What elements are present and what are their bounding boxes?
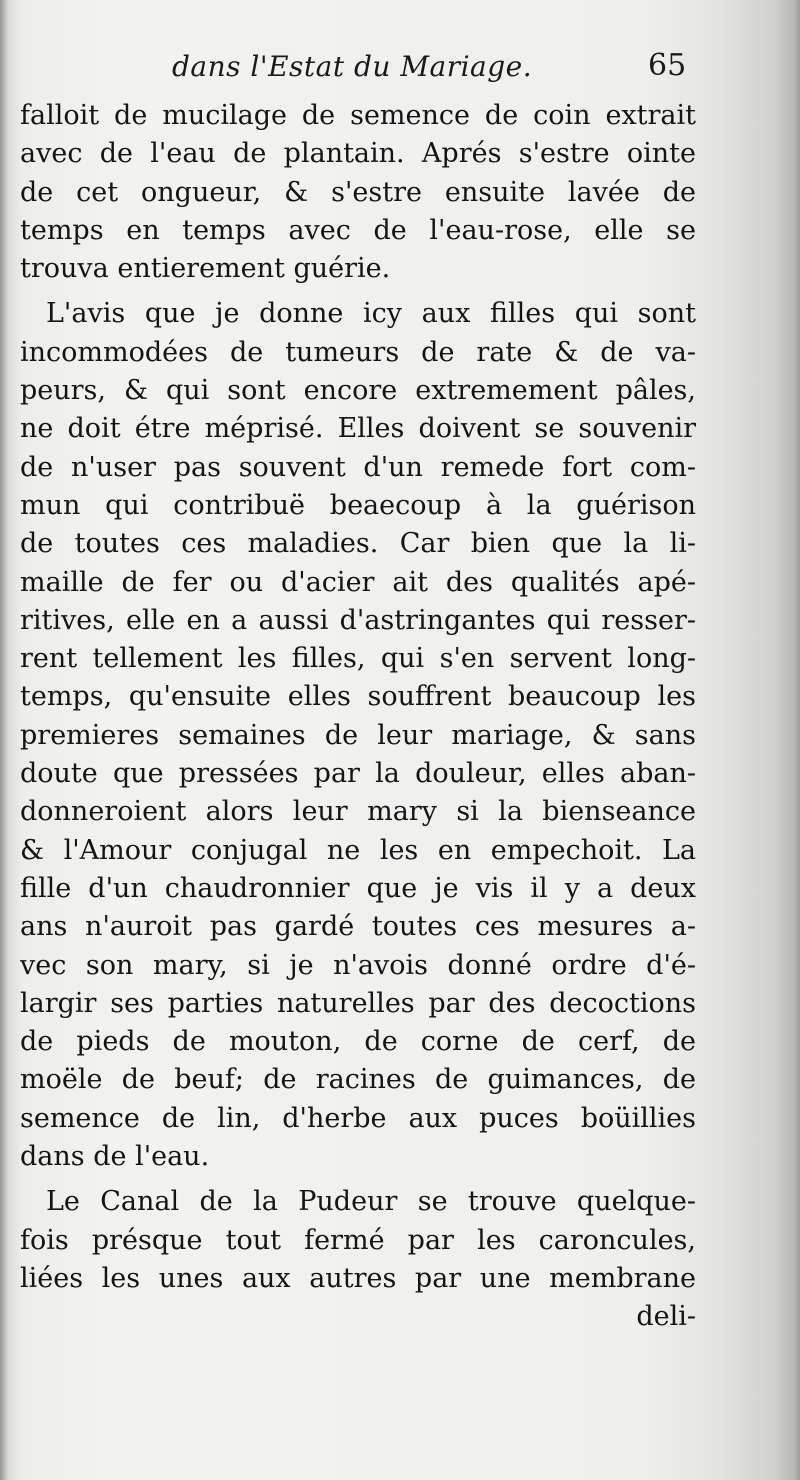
text-line: falloit de mucilage de semence de coin extrait — [20, 100, 696, 131]
text-line: incommodées de tumeurs de rate & de va- — [20, 336, 696, 368]
text-line: de cet ongueur, & s'estre ensuite lavée de — [20, 176, 696, 208]
text-line: moële de beuf; de racines de guimances, de — [20, 1064, 696, 1096]
text-line: avec de l'eau de plantain. Aprés s'estre ointe — [20, 138, 696, 170]
text-line: semence de lin, d'herbe aux puces boüillies — [20, 1102, 696, 1134]
text-line: trouva entierement guérie. — [20, 253, 391, 285]
text-line: peurs, & qui sont encore extremement pâles, — [20, 375, 696, 407]
text-line: fille d'un chaudronnier que je vis il y a deux — [20, 872, 696, 904]
text-line: doute que pressées par la douleur, elles aban- — [20, 758, 696, 790]
text-line: ne doit étre méprisé. Elles doivent se souvenir — [20, 413, 696, 445]
text-line: largir ses parties naturelles par des decoctions — [20, 987, 696, 1019]
body-text — [20, 97, 696, 1337]
page-number: 65 — [648, 48, 687, 83]
text-line: ans n'auroit pas gardé toutes ces mesures a- — [20, 911, 696, 943]
text-line: Le Canal de la Pudeur se trouve quelque- — [46, 1186, 696, 1218]
text-line: fois présque tout fermé par les caroncules, — [20, 1224, 696, 1256]
text-line: de n'user pas souvent d'un remede fort com- — [20, 451, 696, 483]
text-line: mun qui contribuë beaecoup à la guérison — [20, 489, 696, 521]
page-header — [22, 50, 702, 90]
text-line: maille de fer ou d'acier ait des qualités apé- — [20, 566, 696, 598]
text-line: rent tellement les filles, qui s'en servent long- — [20, 643, 696, 675]
page-gutter-shadow — [0, 0, 8, 1480]
text-line: temps en temps avec de l'eau-rose, elle se — [20, 214, 696, 246]
text-line: donneroient alors leur mary si la bienseance — [20, 796, 696, 828]
text-line: liées les unes aux autres par une membrane — [20, 1262, 696, 1294]
text-line: de toutes ces maladies. Car bien que la li- — [20, 528, 696, 560]
page-edge-shadow — [774, 0, 800, 1480]
text-line: vec son mary, si je n'avois donné ordre d'é- — [20, 949, 696, 981]
text-line: de pieds de mouton, de corne de cerf, de — [20, 1026, 696, 1058]
running-title: dans l'Estat du Mariage. — [172, 50, 533, 83]
text-line: premieres semaines de leur mariage, & sans — [20, 719, 696, 751]
text-line: dans de l'eau. — [20, 1141, 210, 1173]
catchword: deli- — [636, 1301, 696, 1333]
text-line: L'avis que je donne icy aux filles qui sont — [46, 298, 696, 330]
text-line: & l'Amour conjugal ne les en empechoit. La — [20, 834, 696, 866]
text-line: temps, qu'ensuite elles souffrent beaucoup les — [20, 681, 696, 713]
text-line: ritives, elle en a aussi d'astringantes qui resser- — [20, 604, 696, 636]
